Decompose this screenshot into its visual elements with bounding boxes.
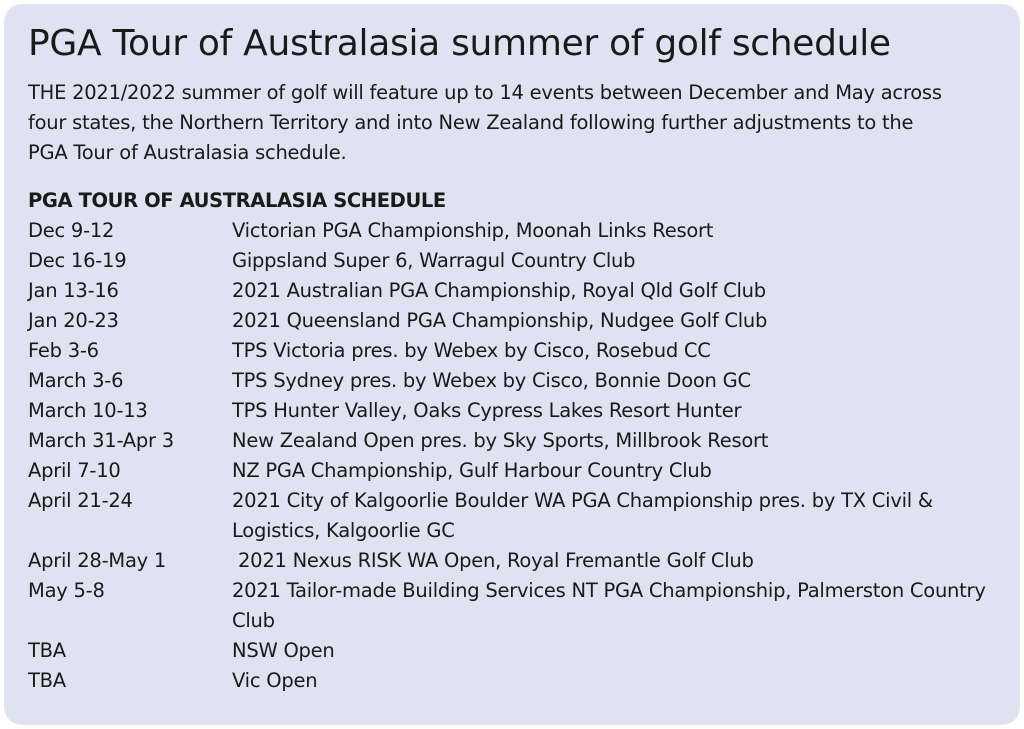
event-date: Jan 13-16 [28,279,119,302]
schedule-row [28,486,996,546]
event-date: May 5-8 [28,579,105,602]
event-date: Dec 9-12 [28,219,115,242]
intro-paragraph: THE 2021/2022 summer of golf will feature up to 14 events between December and May across four states, the Northern Territory and into New Zealand following further adjustments to the PGA Tour of Australasia schedule. [28,81,942,164]
event-name: New Zealand Open pres. by Sky Sports, Millbrook Resort [232,429,769,452]
schedule-row [28,636,996,666]
event-date: March 3-6 [28,369,124,392]
event-date: March 31-Apr 3 [28,429,174,452]
event-name: TPS Sydney pres. by Webex by Cisco, Bonnie Doon GC [232,369,751,392]
event-date: TBA [28,669,66,692]
event-name: Vic Open [232,669,318,692]
schedule-heading: PGA TOUR OF AUSTRALASIA SCHEDULE [28,189,446,212]
event-name: 2021 City of Kalgoorlie Boulder WA PGA Championship pres. by TX Civil & Logistics, Kalgoorlie GC [232,489,933,542]
schedule-row [28,546,996,576]
event-name: 2021 Nexus RISK WA Open, Royal Fremantle Golf Club [238,549,754,572]
schedule-list [28,216,996,696]
schedule-row [28,216,996,246]
event-date: April 28-May 1 [28,549,167,572]
schedule-row [28,426,996,456]
schedule-row [28,366,996,396]
schedule-row [28,576,996,636]
event-date: Dec 16-19 [28,249,127,272]
event-name: Victorian PGA Championship, Moonah Links Resort [232,219,714,242]
event-name: NZ PGA Championship, Gulf Harbour Country Club [232,459,712,482]
schedule-panel [4,4,1020,725]
schedule-row [28,396,996,426]
schedule-row [28,666,996,696]
schedule-row [28,306,996,336]
event-name: 2021 Australian PGA Championship, Royal Qld Golf Club [232,279,766,302]
schedule-row [28,246,996,276]
event-name: TPS Hunter Valley, Oaks Cypress Lakes Resort Hunter [232,399,742,422]
event-name: TPS Victoria pres. by Webex by Cisco, Rosebud CC [232,339,711,362]
event-date: March 10-13 [28,399,148,422]
event-name: Gippsland Super 6, Warragul Country Club [232,249,636,272]
event-date: April 21-24 [28,489,133,512]
event-name: NSW Open [232,639,335,662]
event-name: 2021 Queensland PGA Championship, Nudgee Golf Club [232,309,768,332]
schedule-row [28,276,996,306]
event-date: TBA [28,639,66,662]
schedule-row [28,456,996,486]
page-title: PGA Tour of Australasia summer of golf schedule [28,23,891,64]
schedule-row [28,336,996,366]
event-name: 2021 Tailor-made Building Services NT PGA Championship, Palmerston Country Club [232,579,986,632]
event-date: April 7-10 [28,459,121,482]
event-date: Feb 3-6 [28,339,99,362]
event-date: Jan 20-23 [28,309,119,332]
